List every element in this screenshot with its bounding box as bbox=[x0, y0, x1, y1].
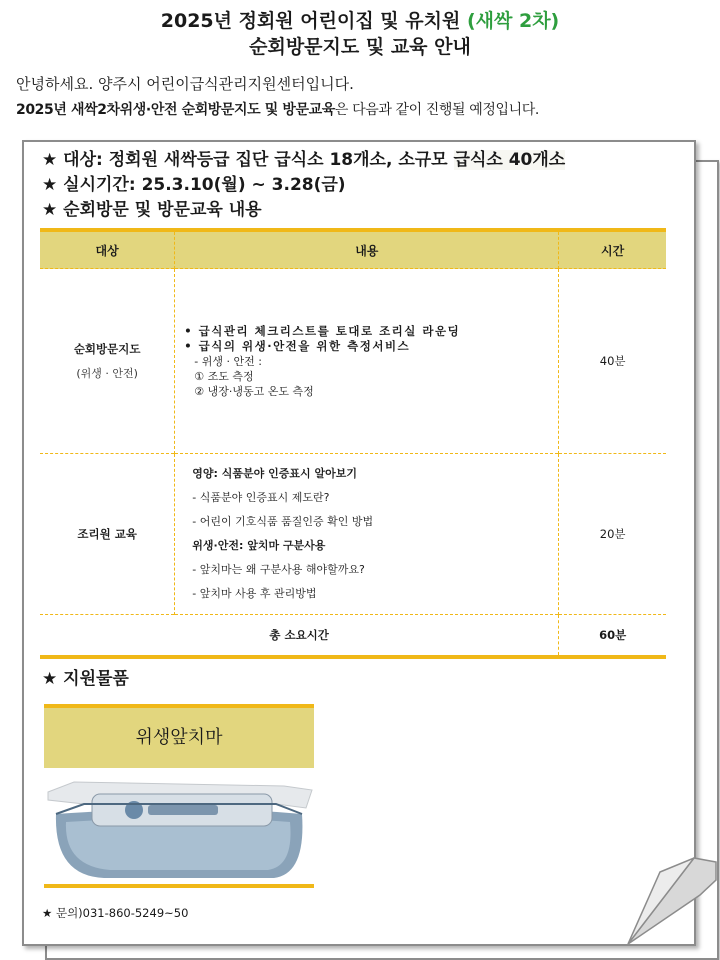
support-card-bottom-rule bbox=[44, 884, 314, 888]
info-bullets bbox=[42, 148, 565, 223]
title-line-1: 2025년 정회원 어린이집 및 유치원 (새싹 2차) bbox=[160, 10, 560, 32]
page-title bbox=[0, 8, 720, 60]
row2-content-cell: 영양: 식품분야 인증표시 알아보기 - 식품분야 인증표시 제도란? - 어린이 기호식품 품질인증 확인 방법 위생·안전: 앞치마 구분사용 - 앞치마는 왜 구분사용 해야할까요? - 앞치마 사용 후 관리방법 bbox=[175, 454, 559, 615]
support-heading: ★ 지원물품 bbox=[42, 669, 129, 689]
table-row bbox=[40, 454, 666, 615]
bullet-target: ★ 대상: 정회원 새싹등급 집단 급식소 18개소, 소규모 급식소 40개소 bbox=[42, 150, 566, 170]
table-header-row bbox=[40, 230, 666, 269]
header-time: 시간 bbox=[559, 230, 666, 269]
bullet-period: ★ 실시기간: 25.3.10(월) ~ 3.28(금) bbox=[42, 175, 346, 195]
total-time: 60분 bbox=[559, 615, 666, 658]
title-highlight: (새싹 2차) bbox=[466, 10, 560, 32]
contact-info: ★ 문의)031-860-5249~50 bbox=[42, 906, 189, 920]
header-content: 내용 bbox=[175, 230, 559, 269]
table-row bbox=[40, 269, 666, 454]
header-target: 대상 bbox=[40, 230, 175, 269]
support-item-card bbox=[44, 704, 314, 888]
row1-target-cell: 순회방문지도 (위생 · 안전) bbox=[40, 269, 175, 454]
row2-target-cell: 조리원 교육 bbox=[40, 454, 175, 615]
apron-package-image bbox=[44, 774, 314, 882]
row1-content-cell: • 급식관리 체크리스트를 토대로 조리실 라운딩 • 급식의 위생·안전을 위한 측정서비스 - 위생 · 안전 : ① 조도 측정 ② 냉장·냉동고 온도 측정 bbox=[175, 269, 559, 454]
intro-schedule: 2025년 새싹2차위생·안전 순회방문지도 및 방문교육은 다음과 같이 진행될 예정입니다. bbox=[16, 102, 539, 118]
row1-time-cell: 40분 bbox=[559, 269, 666, 454]
row2-time-cell: 20분 bbox=[559, 454, 666, 615]
intro-greeting: 안녕하세요. 양주시 어린이급식관리지원센터입니다. bbox=[16, 75, 354, 93]
bullet-content: ★ 순회방문 및 방문교육 내용 bbox=[42, 200, 262, 220]
table-total-row bbox=[40, 615, 666, 658]
schedule-table bbox=[40, 228, 666, 659]
total-label: 총 소요시간 bbox=[40, 615, 559, 658]
support-item-label: 위생앞치마 bbox=[44, 704, 314, 768]
title-line-2: 순회방문지도 및 교육 안내 bbox=[249, 36, 471, 58]
